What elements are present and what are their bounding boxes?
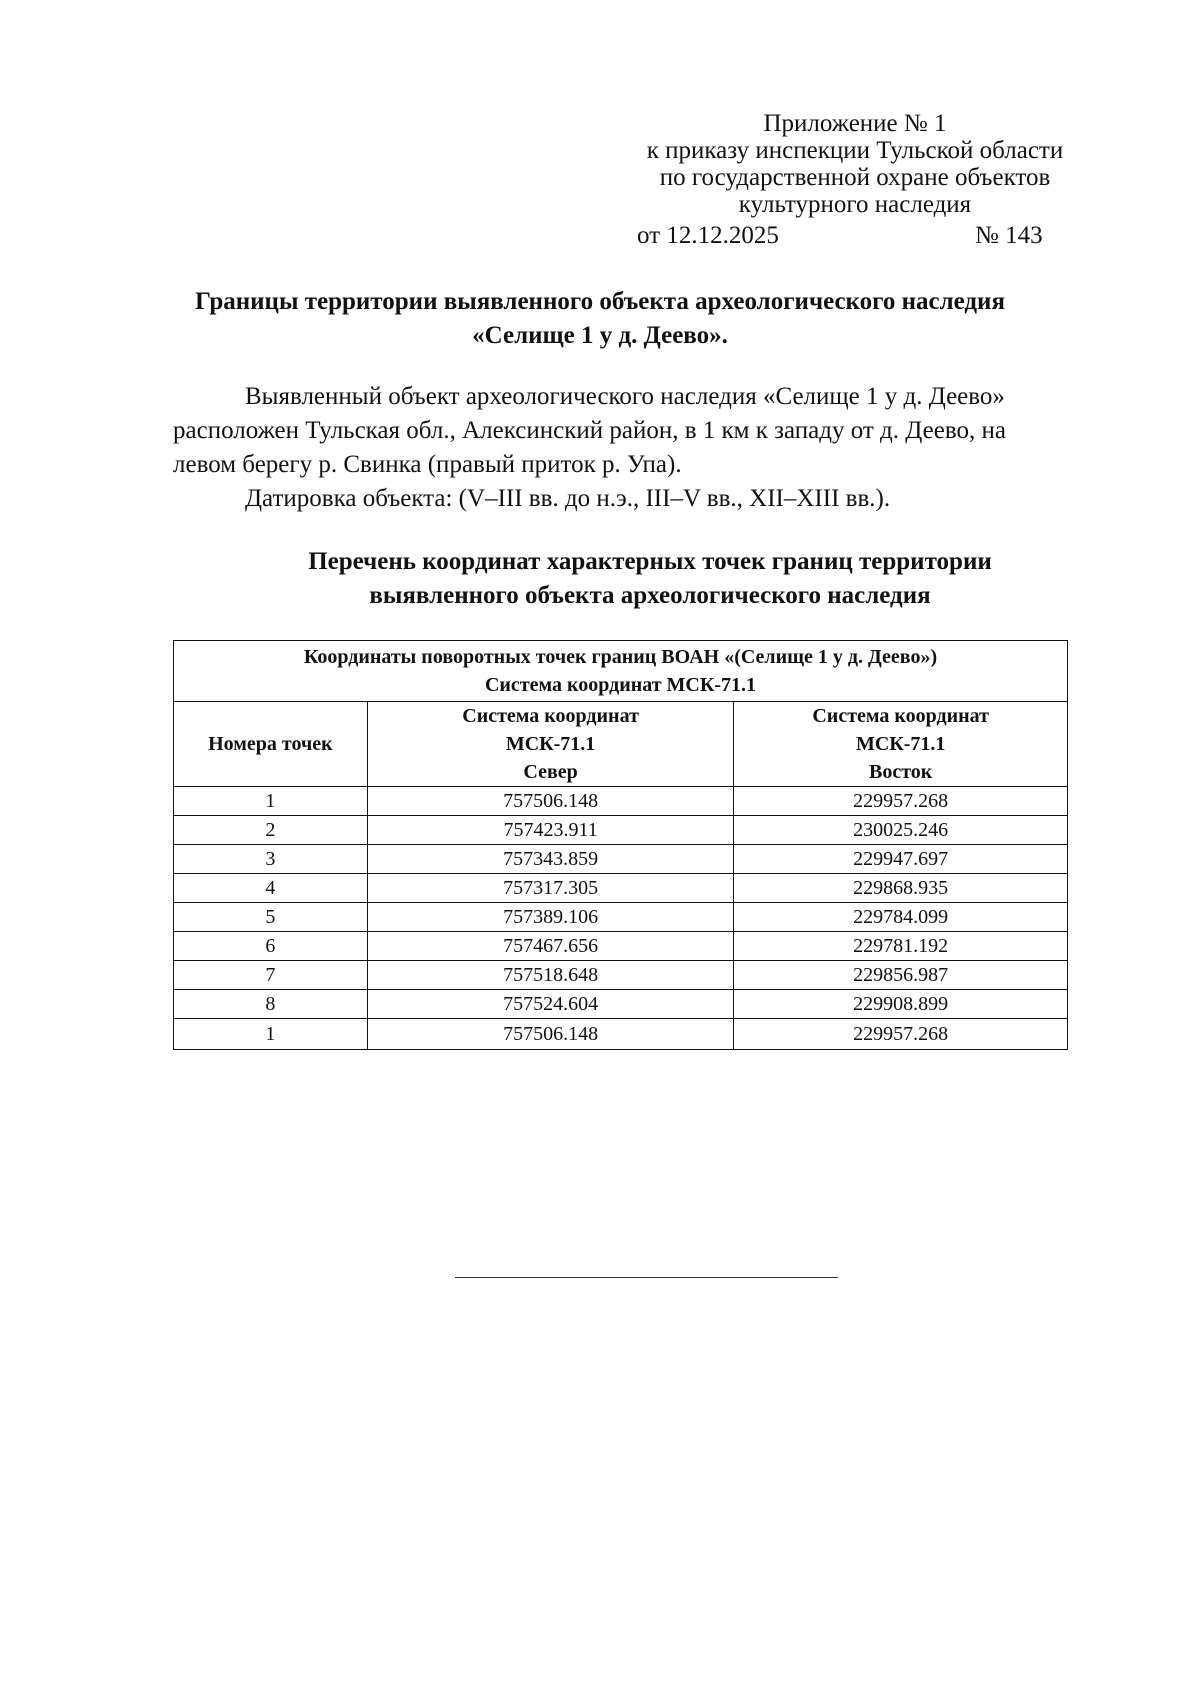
appendix-header — [595, 110, 1115, 218]
order-date: от 12.12.2025 — [637, 222, 779, 249]
point-number-cell: 1 — [174, 1019, 368, 1050]
east-coordinate-cell: 229957.268 — [734, 787, 1068, 816]
east-coordinate-cell: 229781.192 — [734, 932, 1068, 961]
description-line-1: Выявленный объект археологического наследия «Селище 1 у д. Деево» — [245, 383, 1005, 410]
north-coordinate-cell: 757506.148 — [367, 1019, 734, 1050]
east-coordinate-cell: 229868.935 — [734, 874, 1068, 903]
appendix-line-4: культурного наследия — [738, 191, 972, 218]
north-coordinate-cell: 757423.911 — [367, 816, 734, 845]
north-header-line-3: Север — [523, 761, 578, 783]
dating-line: Датировка объекта: (V–III вв. до н.э., III–V вв., XII–XIII вв.). — [245, 485, 891, 512]
points-column-header: Номера точек — [174, 702, 368, 787]
signature-divider — [455, 1277, 838, 1278]
east-coordinate-cell: 229784.099 — [734, 903, 1068, 932]
coordinates-list-title-line-1: Перечень координат характерных точек границ территории — [308, 548, 992, 575]
document-title-line-1: Границы территории выявленного объекта археологического наследия — [195, 288, 1005, 315]
north-header-line-1: Система координат — [462, 705, 639, 727]
east-coordinate-cell: 229908.899 — [734, 990, 1068, 1019]
appendix-line-1: Приложение № 1 — [763, 110, 947, 137]
point-number-cell: 1 — [174, 787, 368, 816]
north-coordinate-cell: 757343.859 — [367, 845, 734, 874]
table-row — [174, 1019, 1068, 1050]
appendix-line-3: по государственной охране объектов — [659, 164, 1051, 191]
table-row — [174, 932, 1068, 961]
table-row — [174, 961, 1068, 990]
table-row — [174, 990, 1068, 1019]
table-row — [174, 874, 1068, 903]
north-coordinate-cell: 757317.305 — [367, 874, 734, 903]
east-coordinate-cell: 229856.987 — [734, 961, 1068, 990]
east-coordinate-cell: 230025.246 — [734, 816, 1068, 845]
point-number-cell: 3 — [174, 845, 368, 874]
point-number-cell: 6 — [174, 932, 368, 961]
north-coordinate-cell: 757506.148 — [367, 787, 734, 816]
table-caption-line-1: Координаты поворотных точек границ ВОАН «(Селище 1 у д. Деево») — [303, 646, 938, 668]
east-header-line-1: Система координат — [812, 705, 989, 727]
north-coordinate-cell: 757467.656 — [367, 932, 734, 961]
north-header-line-2: МСК-71.1 — [505, 733, 596, 755]
description-line-2: расположен Тульская обл., Алексинский район, в 1 км к западу от д. Деево, на — [173, 417, 1006, 444]
table-row — [174, 787, 1068, 816]
appendix-line-2: к приказу инспекции Тульской области — [646, 137, 1064, 164]
table-row — [174, 845, 1068, 874]
east-header-line-3: Восток — [869, 761, 933, 783]
point-number-cell: 4 — [174, 874, 368, 903]
north-coordinate-cell: 757389.106 — [367, 903, 734, 932]
coordinates-list-title-line-2: выявленного объекта археологического наследия — [369, 582, 931, 609]
order-number: № 143 — [975, 222, 1043, 249]
table-caption-line-2: Система координат МСК-71.1 — [484, 674, 757, 696]
table-row — [174, 903, 1068, 932]
east-column-header — [734, 702, 1068, 787]
east-header-line-2: МСК-71.1 — [855, 733, 946, 755]
east-coordinate-cell: 229957.268 — [734, 1019, 1068, 1050]
table-caption — [174, 641, 1068, 702]
table-row — [174, 816, 1068, 845]
coordinates-list-title — [200, 545, 1100, 613]
coordinates-table — [173, 640, 1068, 1050]
point-number-cell: 2 — [174, 816, 368, 845]
point-number-cell: 7 — [174, 961, 368, 990]
north-coordinate-cell: 757518.648 — [367, 961, 734, 990]
east-coordinate-cell: 229947.697 — [734, 845, 1068, 874]
document-title-line-2: «Селище 1 у д. Деево». — [472, 322, 728, 349]
point-number-cell: 5 — [174, 903, 368, 932]
description-line-3: левом берегу р. Свинка (правый приток р. Упа). — [173, 451, 682, 478]
document-title — [150, 285, 1050, 353]
point-number-cell: 8 — [174, 990, 368, 1019]
north-column-header — [367, 702, 734, 787]
north-coordinate-cell: 757524.604 — [367, 990, 734, 1019]
